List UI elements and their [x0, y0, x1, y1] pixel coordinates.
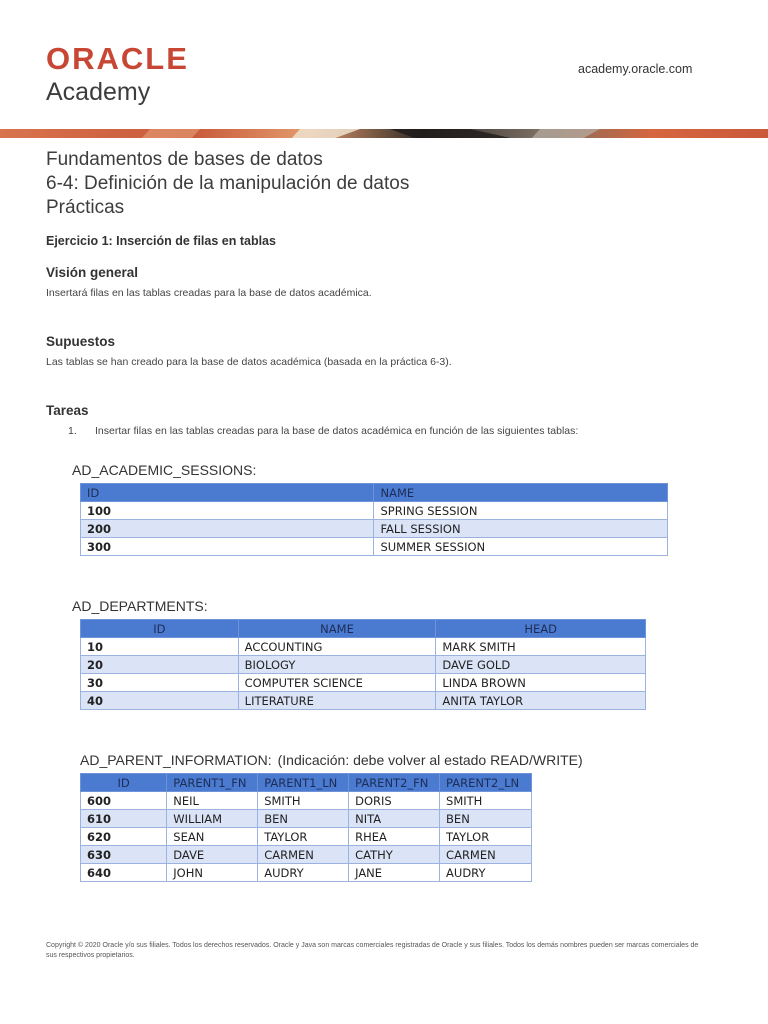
cell-parent1-ln: CARMEN — [258, 846, 349, 864]
cell-parent1-ln: BEN — [258, 810, 349, 828]
table-row — [81, 828, 532, 846]
cell-parent2-fn: CATHY — [349, 846, 440, 864]
cell-head: MARK SMITH — [436, 638, 646, 656]
page-title — [46, 148, 409, 220]
cell-name: COMPUTER SCIENCE — [238, 674, 436, 692]
table-row — [81, 692, 646, 710]
cell-parent2-ln: TAYLOR — [440, 828, 532, 846]
oracle-academy-logo — [46, 41, 189, 107]
overview-text: Insertará filas en las tablas creadas para la base de datos académica. — [46, 287, 372, 299]
column-header: PARENT2_FN — [349, 774, 440, 792]
cell-parent2-fn: DORIS — [349, 792, 440, 810]
table-header-row — [81, 774, 532, 792]
table-row — [81, 792, 532, 810]
table-header-row — [81, 620, 646, 638]
cell-id: 20 — [81, 656, 239, 674]
cell-name: FALL SESSION — [374, 520, 668, 538]
cell-parent1-fn: DAVE — [167, 846, 258, 864]
cell-parent2-fn: NITA — [349, 810, 440, 828]
cell-head: ANITA TAYLOR — [436, 692, 646, 710]
task-number: 1. — [68, 425, 77, 437]
logo-sub: Academy — [46, 78, 151, 106]
decorative-banner — [0, 127, 768, 138]
table-row — [81, 638, 646, 656]
task-item-1 — [68, 425, 578, 437]
cell-id: 640 — [81, 864, 167, 882]
cell-parent2-ln: AUDRY — [440, 864, 532, 882]
column-header: PARENT1_FN — [167, 774, 258, 792]
parents-table — [80, 773, 532, 882]
cell-id: 200 — [81, 520, 374, 538]
task-text: Insertar filas en las tablas creadas para la base de datos académica en función de las siguientes tablas: — [95, 425, 579, 437]
title-line-1: Fundamentos de bases de datos — [46, 149, 323, 170]
table-row — [81, 846, 532, 864]
cell-parent1-fn: WILLIAM — [167, 810, 258, 828]
parents-table-name: AD_PARENT_INFORMATION: — [80, 752, 272, 768]
parents-table-hint: (Indicación: debe volver al estado READ/WRITE) — [277, 752, 583, 768]
cell-id: 300 — [81, 538, 374, 556]
assumptions-heading: Supuestos — [46, 334, 116, 349]
sessions-table-label: AD_ACADEMIC_SESSIONS: — [72, 462, 257, 478]
cell-id: 620 — [81, 828, 167, 846]
cell-name: SUMMER SESSION — [374, 538, 668, 556]
column-header: ID — [81, 774, 167, 792]
overview-heading: Visión general — [46, 265, 139, 280]
column-header: ID — [81, 484, 374, 502]
column-header: HEAD — [436, 620, 646, 638]
column-header: NAME — [374, 484, 668, 502]
cell-parent2-fn: JANE — [349, 864, 440, 882]
table-row — [81, 520, 668, 538]
cell-parent2-fn: RHEA — [349, 828, 440, 846]
table-row — [81, 502, 668, 520]
table-row — [81, 810, 532, 828]
column-header: PARENT2_LN — [440, 774, 532, 792]
cell-id: 40 — [81, 692, 239, 710]
assumptions-text: Las tablas se han creado para la base de datos académica (basada en la práctica 6-3). — [46, 356, 452, 368]
cell-parent1-ln: AUDRY — [258, 864, 349, 882]
table-row — [81, 674, 646, 692]
logo-brand: ORACLE — [46, 41, 189, 76]
cell-parent2-ln: SMITH — [440, 792, 532, 810]
parents-table-label — [80, 752, 583, 768]
cell-name: ACCOUNTING — [238, 638, 436, 656]
title-line-3: Prácticas — [46, 197, 125, 218]
table-row — [81, 656, 646, 674]
cell-parent1-ln: SMITH — [258, 792, 349, 810]
cell-id: 600 — [81, 792, 167, 810]
departments-table-label: AD_DEPARTMENTS: — [72, 598, 208, 614]
title-line-2: 6-4: Definición de la manipulación de datos — [46, 173, 410, 194]
cell-head: LINDA BROWN — [436, 674, 646, 692]
cell-id: 610 — [81, 810, 167, 828]
cell-name: LITERATURE — [238, 692, 436, 710]
cell-name: BIOLOGY — [238, 656, 436, 674]
cell-parent2-ln: CARMEN — [440, 846, 532, 864]
cell-parent1-fn: JOHN — [167, 864, 258, 882]
copyright-notice: Copyright © 2020 Oracle y/o sus filiales. Todos los derechos reservados. Oracle y Java son marcas comerciales registradas de Oracle y sus filiales. Todos los demás nombres pueden ser marcas comerciales de sus respectivos propietarios. — [46, 942, 699, 959]
column-header: ID — [81, 620, 239, 638]
column-header: NAME — [238, 620, 436, 638]
cell-id: 30 — [81, 674, 239, 692]
table-row — [81, 538, 668, 556]
site-url: academy.oracle.com — [578, 62, 693, 76]
cell-parent2-ln: BEN — [440, 810, 532, 828]
cell-parent1-ln: TAYLOR — [258, 828, 349, 846]
table-row — [81, 864, 532, 882]
tasks-heading: Tareas — [46, 403, 89, 418]
cell-id: 10 — [81, 638, 239, 656]
cell-id: 100 — [81, 502, 374, 520]
cell-parent1-fn: SEAN — [167, 828, 258, 846]
exercise-title: Ejercicio 1: Inserción de filas en tablas — [46, 234, 276, 248]
cell-id: 630 — [81, 846, 167, 864]
column-header: PARENT1_LN — [258, 774, 349, 792]
sessions-table — [80, 483, 668, 556]
cell-name: SPRING SESSION — [374, 502, 668, 520]
table-header-row — [81, 484, 668, 502]
departments-table — [80, 619, 646, 710]
cell-parent1-fn: NEIL — [167, 792, 258, 810]
cell-head: DAVE GOLD — [436, 656, 646, 674]
